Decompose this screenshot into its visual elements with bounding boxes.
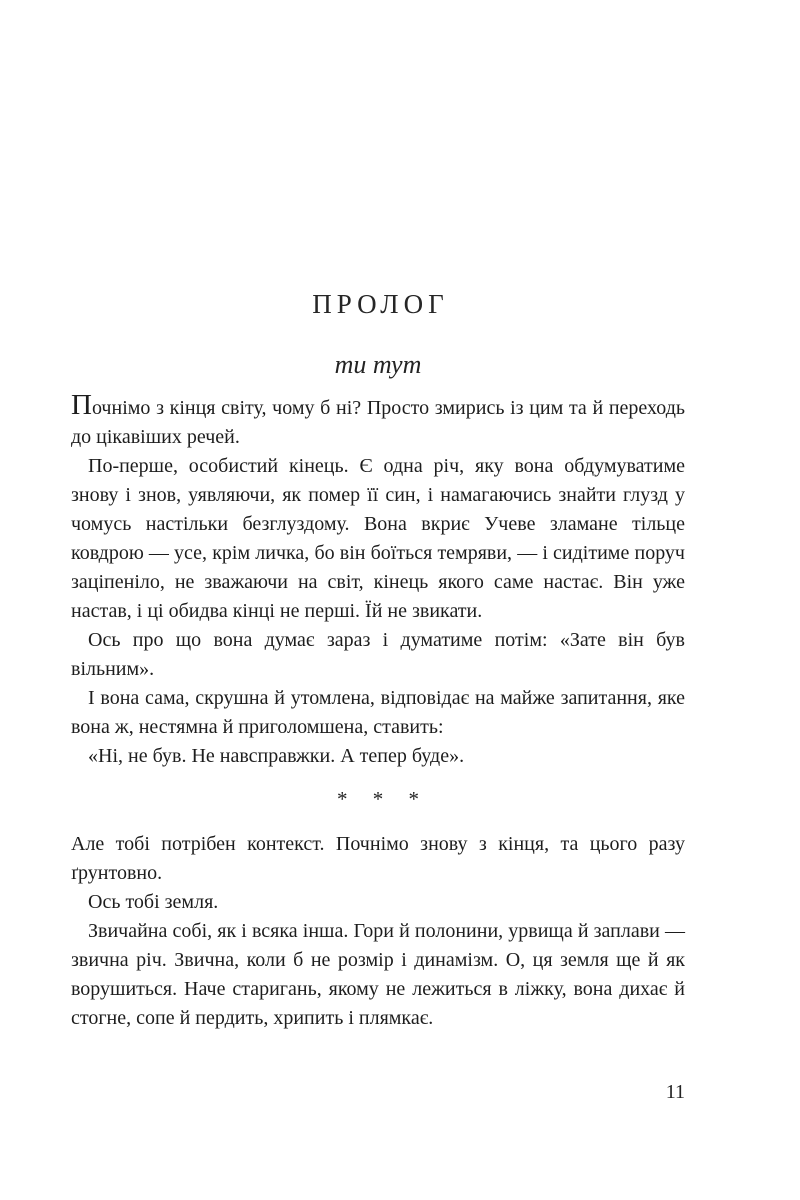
page-number: 11 — [665, 1081, 685, 1103]
paragraph: Почнімо з кінця світу, чому б ні? Просто змирись із цим та й переходь до цікавіших речей. — [71, 389, 685, 448]
paragraph: Звичайна собі, як і всяка інша. Гори й полонини, урвища й заплави — звична річ. Звична, коли б не розмір і динамізм. О, ця земля ще й як ворушиться. Наче старигань, якому не лежиться в ліжку, вона дихає й стогне, сопе й пердить, хрипить і плямкає. — [71, 920, 685, 1029]
text-block — [71, 0, 685, 1200]
paragraph: По-перше, особистий кінець. Є одна річ, яку вона обдумуватиме знову і знов, уявляючи, як помер її син, і намагаючись знайти глузд у чомусь настільки безглуздому. Вона вкриє Учеве зламане тільце ковдрою — усе, крім личка, бо він боїться темряви, — і сидітиме поруч заціпеніло, не зважаючи на світ, кінець якого саме настає. Він уже настав, і ці обидва кінці не перші. Їй не звикати. — [71, 455, 685, 622]
section-separator: * * * — [337, 787, 419, 811]
paragraph: Але тобі потрібен контекст. Почнімо знову з кінця, та цього разу ґрунтовно. — [71, 833, 685, 884]
paragraph: Ось про що вона думає зараз і думатиме потім: «Зате він був вільним». — [71, 629, 685, 680]
chapter-title: ПРОЛОГ — [312, 289, 449, 319]
paragraph: «Ні, не був. Не навсправжки. А тепер буде». — [88, 745, 465, 767]
paragraph: Ось тобі земля. — [88, 891, 219, 913]
chapter-subtitle: ти тут — [334, 350, 422, 379]
paragraph: І вона сама, скрушна й утомлена, відповідає на майже запитання, яке вона ж, нестямна й приголомшена, ставить: — [71, 687, 685, 738]
body-text — [71, 389, 685, 1033]
